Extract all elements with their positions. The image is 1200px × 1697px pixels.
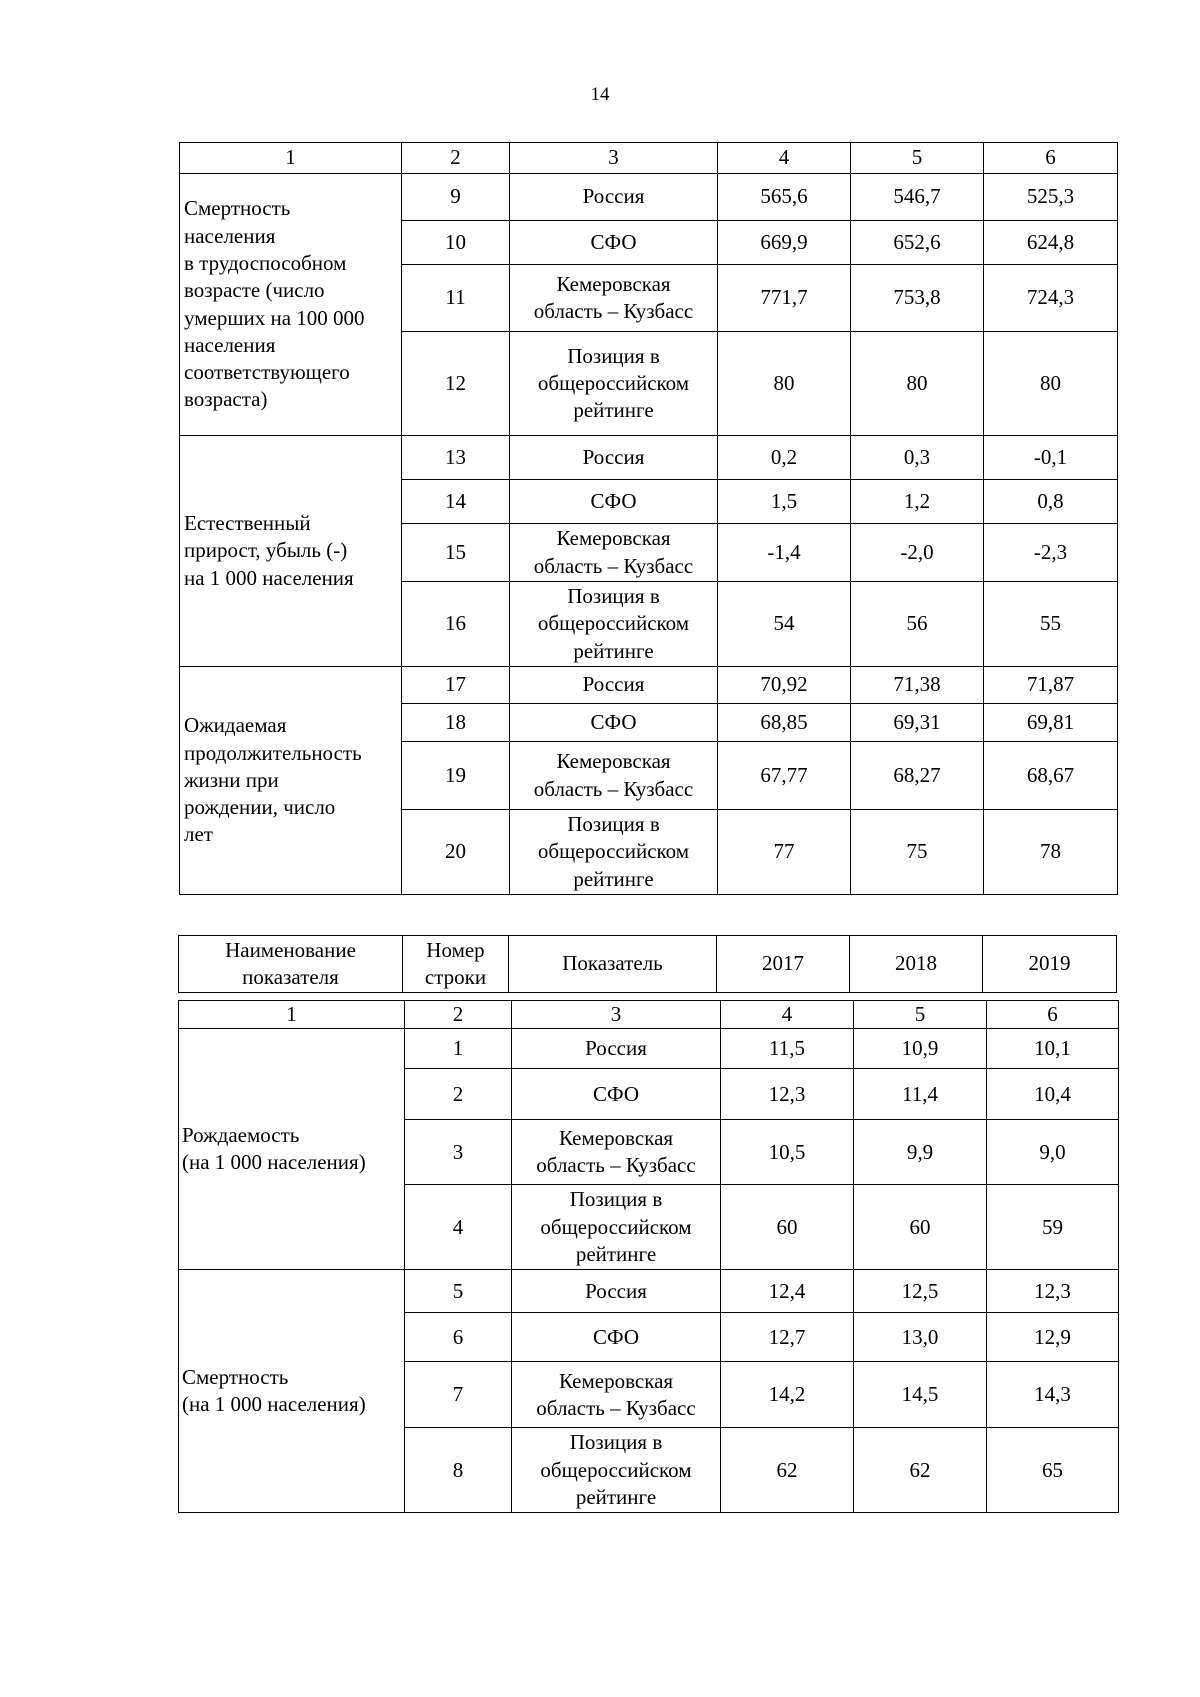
value-2019: 65 [987,1428,1119,1513]
value-2017: 11,5 [721,1029,854,1069]
table-row [179,1029,1119,1069]
indicator-label: Россия [510,667,718,704]
column-number-cell: 3 [510,143,718,174]
column-number-row [180,143,1118,174]
value-2019: 0,8 [984,480,1118,524]
value-2019: 10,4 [987,1069,1119,1120]
indicator-name-natural-increase: Естественный прирост, убыль (-) на 1 000 населения [180,436,402,667]
value-2018: 68,27 [851,742,984,810]
table-row [180,436,1118,480]
page-number: 14 [590,84,610,105]
value-2019: 12,9 [987,1313,1119,1362]
row-number: 1 [405,1029,512,1069]
column-number-cell: 6 [984,143,1118,174]
value-2018: 1,2 [851,480,984,524]
row-number: 9 [402,174,510,221]
value-2018: 13,0 [854,1313,987,1362]
table-column-headers [178,935,1117,993]
value-2018: 80 [851,332,984,436]
row-number: 11 [402,265,510,332]
indicator-label: Позиция в общероссийском рейтинге [510,332,718,436]
indicator-label: СФО [510,704,718,742]
value-2018: -2,0 [851,524,984,582]
row-number: 18 [402,704,510,742]
value-2019: -0,1 [984,436,1118,480]
value-2017: 1,5 [718,480,851,524]
column-number-cell: 5 [851,143,984,174]
value-2017: 12,4 [721,1270,854,1313]
value-2017: 10,5 [721,1120,854,1185]
header-year-2019: 2019 [983,936,1117,993]
indicator-label: Кемеровская область – Кузбасс [512,1120,721,1185]
value-2018: 10,9 [854,1029,987,1069]
value-2017: 80 [718,332,851,436]
value-2019: 14,3 [987,1362,1119,1428]
indicator-name-birth-rate: Рождаемость (на 1 000 населения) [179,1029,405,1270]
value-2018: 69,31 [851,704,984,742]
column-number-cell: 6 [987,1001,1119,1029]
value-2019: 9,0 [987,1120,1119,1185]
column-number-cell: 5 [854,1001,987,1029]
value-2017: 60 [721,1185,854,1270]
table-row [180,667,1118,704]
value-2017: 62 [721,1428,854,1513]
header-indicator-name: Наименование показателя [179,936,403,993]
row-number: 17 [402,667,510,704]
value-2018: 9,9 [854,1120,987,1185]
indicator-label: Кемеровская область – Кузбасс [510,265,718,332]
row-number: 19 [402,742,510,810]
indicator-label: Россия [512,1029,721,1069]
value-2017: 669,9 [718,221,851,265]
indicator-name-working-age-mortality: Смертность населения в трудоспособном возрасте (число умерших на 100 000 населения соответствующего возраста) [180,174,402,436]
indicator-label: Позиция в общероссийском рейтинге [512,1428,721,1513]
row-number: 14 [402,480,510,524]
value-2018: 60 [854,1185,987,1270]
row-number: 10 [402,221,510,265]
value-2017: 67,77 [718,742,851,810]
indicator-label: Россия [510,174,718,221]
row-number: 8 [405,1428,512,1513]
indicator-name-mortality: Смертность (на 1 000 населения) [179,1270,405,1513]
indicator-label: СФО [510,221,718,265]
value-2019: 80 [984,332,1118,436]
value-2019: 624,8 [984,221,1118,265]
value-2017: 12,3 [721,1069,854,1120]
value-2018: 652,6 [851,221,984,265]
value-2019: 525,3 [984,174,1118,221]
value-2017: 70,92 [718,667,851,704]
value-2017: 54 [718,582,851,667]
indicator-label: Россия [510,436,718,480]
value-2017: 77 [718,810,851,895]
indicator-label: СФО [512,1313,721,1362]
column-number-cell: 3 [512,1001,721,1029]
value-2019: -2,3 [984,524,1118,582]
header-year-2017: 2017 [717,936,850,993]
indicator-label: Позиция в общероссийском рейтинге [512,1185,721,1270]
indicator-name-life-expectancy: Ожидаемая продолжительность жизни при рождении, число лет [180,667,402,895]
table-row [179,1270,1119,1313]
value-2019: 12,3 [987,1270,1119,1313]
indicator-label: СФО [512,1069,721,1120]
row-number: 13 [402,436,510,480]
value-2017: 771,7 [718,265,851,332]
value-2018: 753,8 [851,265,984,332]
value-2019: 724,3 [984,265,1118,332]
indicators-table-continued [179,142,1118,895]
value-2017: 0,2 [718,436,851,480]
value-2017: 565,6 [718,174,851,221]
header-row [179,936,1117,993]
row-number: 2 [405,1069,512,1120]
indicator-label: Позиция в общероссийском рейтинге [510,810,718,895]
value-2019: 69,81 [984,704,1118,742]
header-row-number: Номер строки [403,936,509,993]
value-2018: 71,38 [851,667,984,704]
indicators-table [178,1000,1119,1513]
value-2018: 546,7 [851,174,984,221]
value-2018: 75 [851,810,984,895]
row-number: 3 [405,1120,512,1185]
value-2019: 59 [987,1185,1119,1270]
value-2017: -1,4 [718,524,851,582]
value-2017: 14,2 [721,1362,854,1428]
header-year-2018: 2018 [850,936,983,993]
table-row [180,174,1118,221]
column-number-cell: 1 [179,1001,405,1029]
column-number-cell: 4 [721,1001,854,1029]
header-indicator: Показатель [509,936,717,993]
row-number: 16 [402,582,510,667]
value-2019: 78 [984,810,1118,895]
value-2019: 10,1 [987,1029,1119,1069]
indicator-label: Кемеровская область – Кузбасс [510,742,718,810]
column-number-cell: 1 [180,143,402,174]
indicator-label: Россия [512,1270,721,1313]
row-number: 7 [405,1362,512,1428]
column-number-cell: 4 [718,143,851,174]
indicator-label: Кемеровская область – Кузбасс [512,1362,721,1428]
value-2018: 56 [851,582,984,667]
value-2019: 71,87 [984,667,1118,704]
indicator-label: СФО [510,480,718,524]
column-number-cell: 2 [405,1001,512,1029]
value-2018: 62 [854,1428,987,1513]
row-number: 12 [402,332,510,436]
column-number-row [179,1001,1119,1029]
column-number-cell: 2 [402,143,510,174]
row-number: 4 [405,1185,512,1270]
value-2017: 68,85 [718,704,851,742]
value-2018: 0,3 [851,436,984,480]
value-2017: 12,7 [721,1313,854,1362]
row-number: 15 [402,524,510,582]
value-2018: 14,5 [854,1362,987,1428]
row-number: 5 [405,1270,512,1313]
value-2018: 11,4 [854,1069,987,1120]
value-2019: 55 [984,582,1118,667]
row-number: 20 [402,810,510,895]
indicator-label: Позиция в общероссийском рейтинге [510,582,718,667]
indicator-label: Кемеровская область – Кузбасс [510,524,718,582]
row-number: 6 [405,1313,512,1362]
value-2018: 12,5 [854,1270,987,1313]
value-2019: 68,67 [984,742,1118,810]
